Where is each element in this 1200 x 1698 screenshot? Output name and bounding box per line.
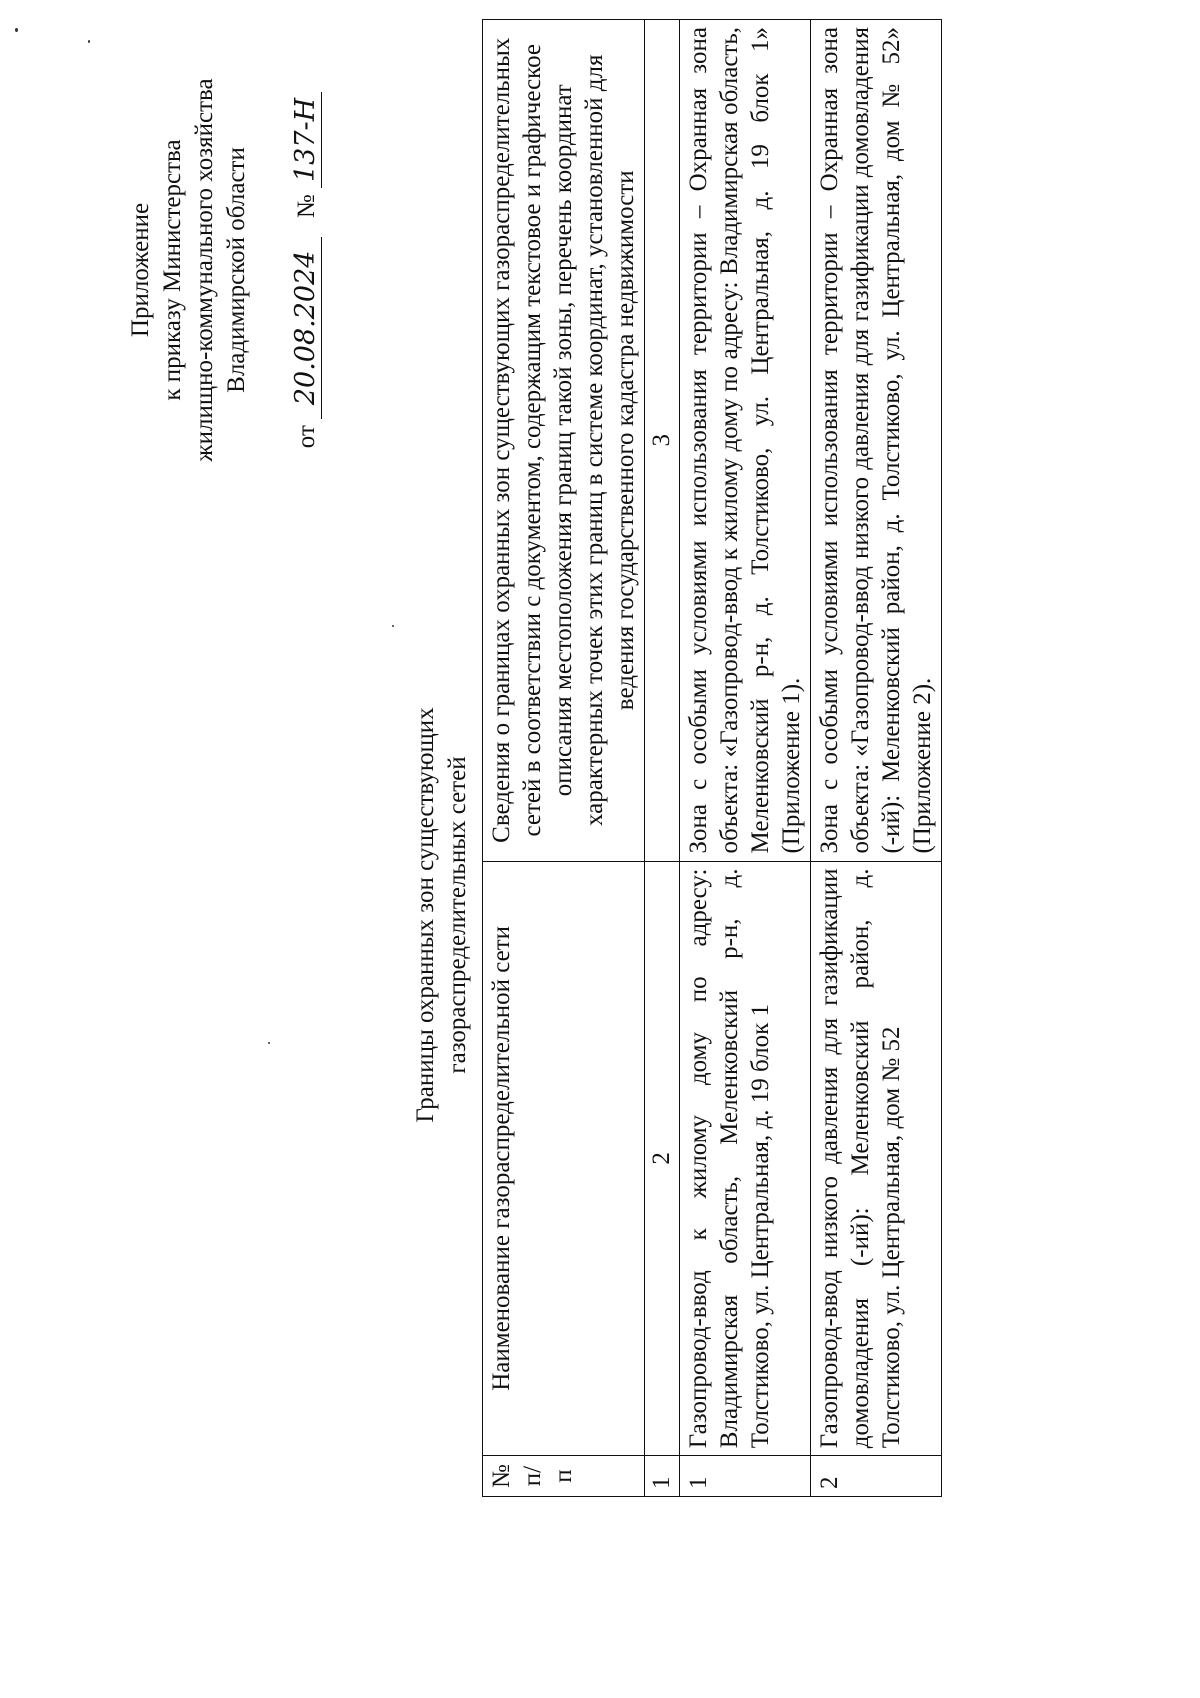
column-number: 1 <box>645 1456 680 1497</box>
title-line-1: Границы охранных зон существующих <box>412 707 439 1123</box>
network-name-cell: Газопровод-ввод к жилому дому по адресу: Владимирская область, Меленковский р-н, д. Толстиково, ул. Центральная, д. 19 блок 1 <box>680 861 811 1456</box>
rotated-page-content <box>30 0 1110 1605</box>
order-number: 137-Н <box>291 92 322 188</box>
zone-info-cell: Зона с особыми условиями использования территории – Охранная зона объекта: «Газопровод-ввод к жилому дому по адресу: Владимирская область, Меленковский р-н, д. Толстиково, ул. Центральная, д. 19 блок 1» (Приложение 1). <box>680 20 811 862</box>
network-name-cell: Газопровод-ввод низкого давления для газификации домовладения (-ий): Меленковский район, д. Толстиково, ул. Центральная, дом № 52 <box>811 861 942 1456</box>
column-number: 3 <box>645 20 680 862</box>
order-date: 20.08.2024 <box>291 237 322 419</box>
ministry-name: жилищно-коммунального хозяйства <box>191 78 218 462</box>
title-line-2: газораспределительных сетей <box>444 756 471 1074</box>
appendix-header <box>125 20 323 520</box>
region-name: Владимирской области <box>223 147 250 393</box>
zone-info-cell: Зона с особыми условиями использования территории – Охранная зона объекта: «Газопровод-ввод низкого давления для газификации домовладения (-ий): Меленковский район, д. Толстиково, ул. Центральная, дом № 52» (Приложение 2). <box>811 20 942 862</box>
column-number: 2 <box>645 861 680 1456</box>
order-number-prefix: № <box>293 194 320 219</box>
order-date-number <box>291 20 323 520</box>
order-reference: к приказу Министерства <box>159 139 186 401</box>
appendix-label: Приложение <box>127 202 154 338</box>
row-number: 1 <box>680 1456 811 1497</box>
table-row <box>811 20 942 1497</box>
row-number: 2 <box>811 1456 942 1497</box>
column-number-row <box>645 20 680 1497</box>
header-zone-info: Сведения о границах охранных зон существующих газораспределительных сетей в соответствии с документом, содержащим текстовое и графическое описания местоположения границ такой зоны, перечень координат характерных точек этих границ в системе координат, установленной для ведения государственного кадастра недвижимости <box>483 20 645 862</box>
order-prefix: от <box>293 425 320 449</box>
document-title <box>410 415 474 1415</box>
header-number: № п/п <box>483 1456 645 1497</box>
table-row <box>680 20 811 1497</box>
protection-zones-table <box>482 19 942 1497</box>
scan-speck <box>15 28 18 32</box>
header-network-name: Наименование газораспределительной сети <box>483 861 645 1456</box>
table-header-row <box>483 20 645 1497</box>
